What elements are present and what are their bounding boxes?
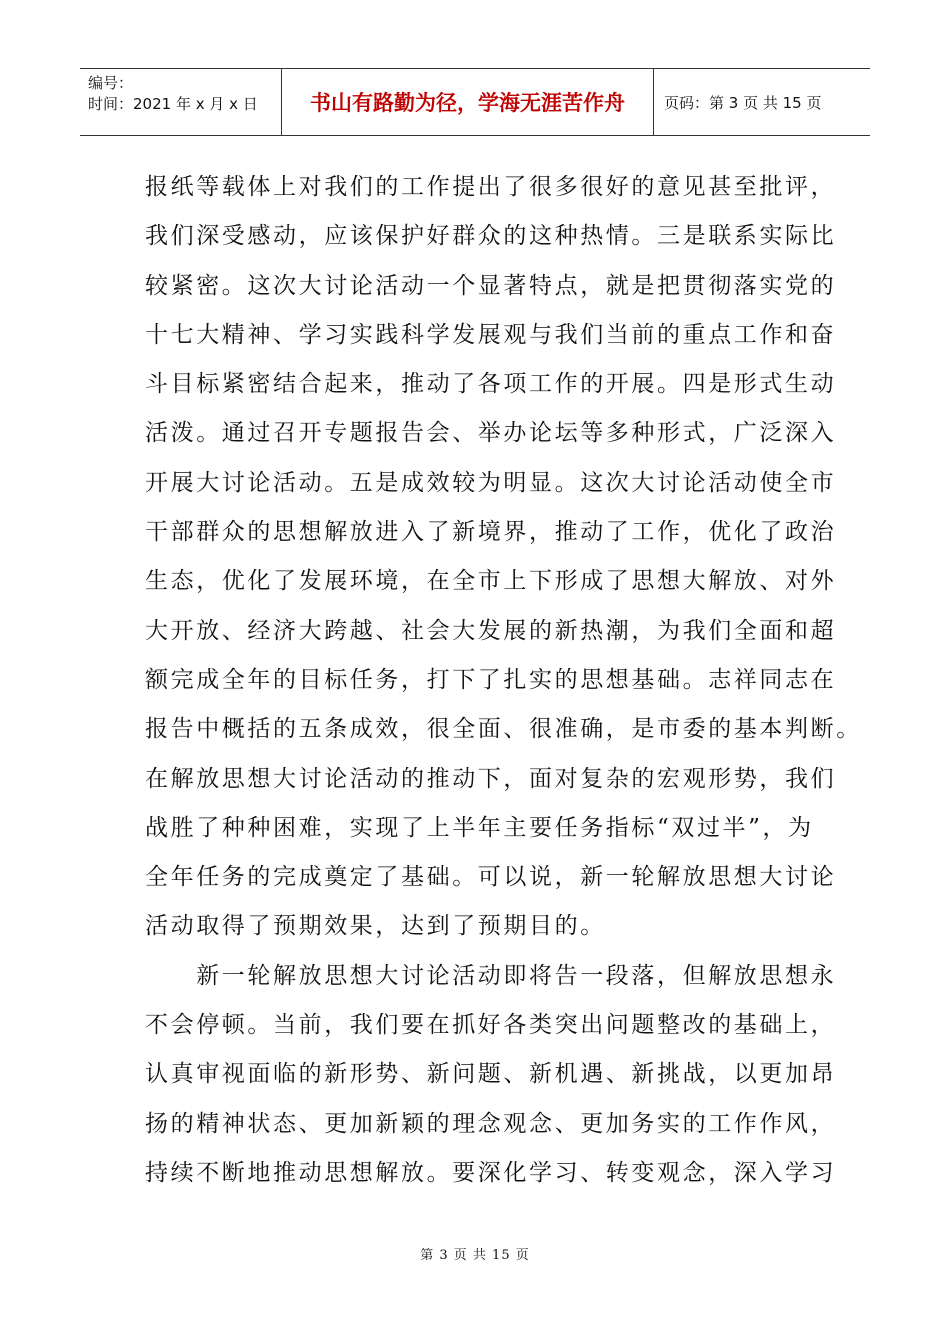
body-line: 报纸等载体上对我们的工作提出了很多很好的意见甚至批评，	[145, 174, 837, 200]
document-time-label: 时间：2021 年 x 月 x 日	[88, 95, 258, 113]
body-line: 认真审视面临的新形势、新问题、新机遇、新挑战，以更加昂	[145, 1061, 837, 1088]
body-line: 我们深受感动，应该保护好群众的这种热情。三是联系实际比	[145, 223, 837, 250]
body-line: 较紧密。这次大讨论活动一个显著特点，就是把贯彻落实党的	[145, 272, 837, 299]
header-meta	[80, 69, 282, 135]
body-line: 扬的精神状态、更加新颖的理念观念、更加务实的工作作风，	[145, 1110, 837, 1137]
body-line: 新一轮解放思想大讨论活动即将告一段落，但解放思想永	[145, 962, 837, 989]
header-page-label: 页码：第 3 页 共 15 页	[664, 93, 822, 112]
body-line: 额完成全年的目标任务，打下了扎实的思想基础。志祥同志在	[145, 666, 837, 693]
body-line: 斗目标紧密结合起来，推动了各项工作的开展。四是形式生动	[145, 371, 837, 398]
header-motto: 书山有路勤为径，学海无涯苦作舟	[282, 69, 654, 135]
body-line: 干部群众的思想解放进入了新境界，推动了工作，优化了政治	[145, 519, 837, 546]
body-line: 活动取得了预期效果，达到了预期目的。	[145, 913, 606, 940]
body-line: 活泼。通过召开专题报告会、举办论坛等多种形式，广泛深入	[145, 420, 837, 447]
document-body	[145, 163, 862, 1198]
document-number-label: 编号：	[88, 74, 134, 92]
body-line: 持续不断地推动思想解放。要深化学习、转变观念，深入学习	[145, 1159, 837, 1186]
body-line: 在解放思想大讨论活动的推动下，面对复杂的宏观形势，我们	[145, 765, 837, 792]
body-line: 开展大讨论活动。五是成效较为明显。这次大讨论活动使全市	[145, 469, 837, 496]
page-footer: 第 3 页 共 15 页	[420, 1248, 530, 1263]
body-line: 十七大精神、学习实践科学发展观与我们当前的重点工作和奋	[145, 321, 837, 348]
body-line: 不会停顿。当前，我们要在抓好各类突出问题整改的基础上，	[145, 1012, 837, 1039]
body-line: 战胜了种种困难，实现了上半年主要任务指标“双过半”，为	[145, 814, 814, 841]
body-line: 报告中概括的五条成效，很全面、很准确，是市委的基本判断。	[145, 716, 862, 743]
page-header	[80, 68, 870, 136]
body-line: 生态，优化了发展环境，在全市上下形成了思想大解放、对外	[145, 568, 837, 595]
body-line: 大开放、经济大跨越、社会大发展的新热潮，为我们全面和超	[145, 617, 837, 644]
body-line: 全年任务的完成奠定了基础。可以说，新一轮解放思想大讨论	[145, 864, 837, 891]
